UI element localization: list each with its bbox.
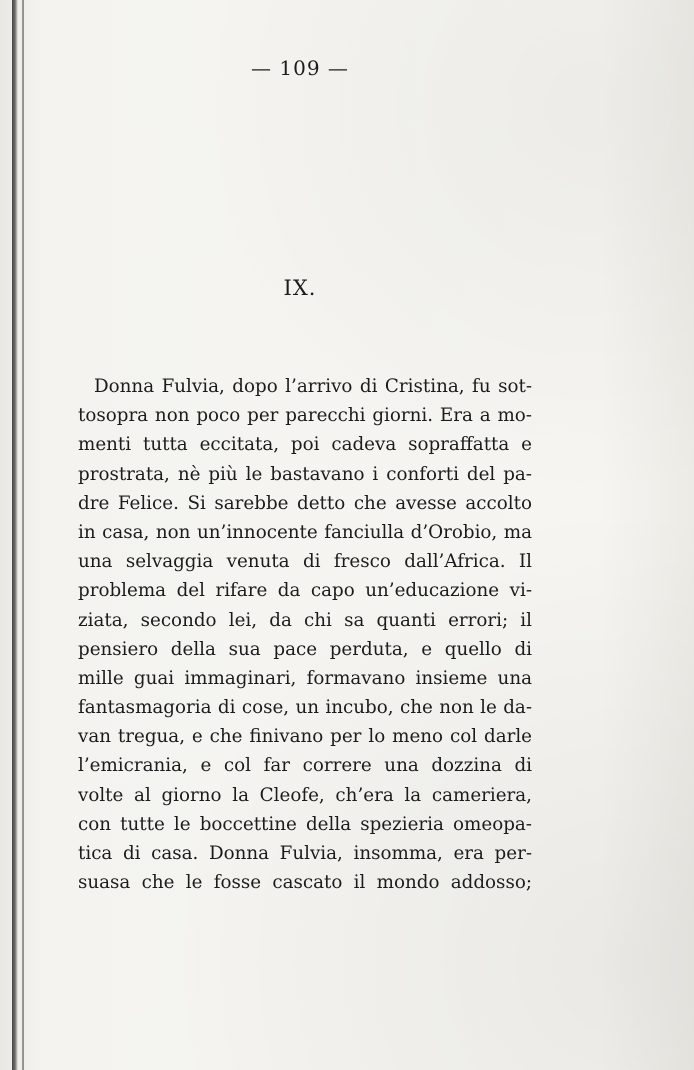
text-line: in casa, non un’innocente fanciulla d’Orobio, ma [78,521,532,543]
text-line: menti tutta eccitata, poi cadeva sopraffatta e [78,434,532,456]
text-line: problema del rifare da capo un’educazione vi- [78,580,532,602]
page-binding-edge [12,0,18,1070]
text-line: tosopra non poco per parecchi giorni. Era a mo- [78,405,532,427]
text-line: van tregua, e che finivano per lo meno col darle [78,726,532,748]
text-line: Donna Fulvia, dopo l’arrivo di Cristina, fu sot- [94,376,532,397]
text-line: tica di casa. Donna Fulvia, insomma, era per- [78,843,532,864]
text-line: prostrata, nè più le bastavano i conforti del pa- [78,463,532,485]
text-line: suasa che le fosse cascato il mondo addosso; [78,872,532,894]
text-line: con tutte le boccettine della spezieria omeopa- [78,813,532,835]
text-line: dre Felice. Si sarebbe detto che avesse accolto [78,492,532,514]
text-line: mille guai immaginari, formavano insieme una [78,667,532,689]
text-line: volte al giorno la Cleofe, ch’era la cameriera, [78,784,532,806]
text-line: fantasmagoria di cose, un incubo, che non le da- [78,697,532,719]
body-text [78,372,532,897]
text-line: ziata, secondo lei, da chi sa quanti errori; il [78,609,532,631]
page-binding-shadow [22,0,24,1070]
text-line: l’emicrania, e col far correre una dozzina di [78,755,532,777]
text-line: pensiero della sua pace perduta, e quello di [78,638,532,660]
page-number: — 109 — [251,56,349,80]
text-line: una selvaggia venuta di fresco dall’Africa. Il [78,551,532,573]
chapter-heading: IX. [283,276,317,300]
